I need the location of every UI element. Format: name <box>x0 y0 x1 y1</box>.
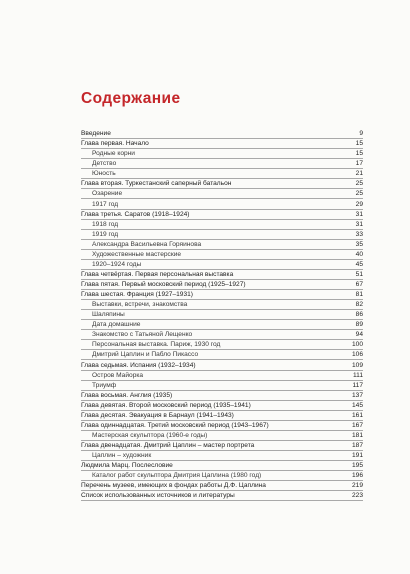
toc-entry-label: 1917 год <box>92 200 119 208</box>
toc-entry-label: Перечень музеев, имеющих в фондах работы Д.Ф. Цаплина <box>81 482 266 490</box>
toc-entry-label: Детство <box>92 160 117 168</box>
toc-page-number: 21 <box>355 170 363 178</box>
toc-page-number: 191 <box>351 452 363 460</box>
toc-page-number: 117 <box>352 381 363 389</box>
toc-section-row <box>81 371 363 381</box>
toc-entry-label: Глава пятая. Первый московский период (1925–1927) <box>81 281 246 288</box>
toc-entry-label: Остров Майорка <box>92 371 144 379</box>
toc-entry-label: Мастерская скульптора (1960-е годы) <box>92 431 208 439</box>
toc-entry-label: Глава шестая. Франция (1927–1931) <box>81 291 193 299</box>
toc-section-row <box>81 300 363 310</box>
toc-entry-label: Художественные мастерские <box>92 250 182 258</box>
toc-section-row <box>81 310 363 320</box>
toc-chapter-row <box>81 280 363 290</box>
toc-entry-label: Дата домашние <box>92 321 141 329</box>
toc-entry-label: 1918 год <box>92 220 119 228</box>
toc-page-number: 15 <box>355 150 363 158</box>
toc-entry-label: Список использованных источников и литературы <box>81 492 235 500</box>
toc-entry-label: Глава двенадцатая. Дмитрий Цаплин – мастер портрета <box>81 442 255 449</box>
toc-section-row <box>81 320 363 330</box>
toc-entry-label: Выставки, встречи, знакомства <box>92 301 188 309</box>
toc-page-number: 35 <box>355 240 363 248</box>
toc-page-number: 82 <box>355 301 363 309</box>
toc-page-number: 40 <box>355 250 363 258</box>
toc-chapter-row <box>81 441 363 451</box>
toc-section-row <box>81 330 363 340</box>
toc-page-number: 31 <box>355 210 363 218</box>
toc-page-number: 187 <box>351 442 363 449</box>
toc-entry-label: 1920–1924 годы <box>92 260 142 268</box>
toc-section-row <box>81 350 363 360</box>
toc-chapter-row <box>81 401 363 411</box>
toc-chapter-row <box>81 270 363 280</box>
toc-chapter-row <box>81 391 363 401</box>
toc-entry-label: Шаляпины <box>92 311 125 319</box>
toc-page-number: 15 <box>355 140 363 148</box>
toc-page-number: 111 <box>352 371 363 379</box>
toc-section-row <box>81 451 363 461</box>
toc-entry-label: Глава седьмая. Испания (1932–1934) <box>81 361 196 369</box>
toc-entry-label: Глава одиннадцатая. Третий московский период (1943–1967) <box>81 421 269 429</box>
toc-entry-label: Александра Васильевна Горяинова <box>92 240 202 248</box>
toc-section-row <box>81 381 363 391</box>
toc-chapter-row <box>81 411 363 421</box>
toc-entry-label: 1919 год <box>92 230 119 238</box>
toc-entry-label: Озарение <box>92 190 123 198</box>
toc-page-number: 33 <box>355 230 363 238</box>
toc-page-number: 31 <box>355 220 363 228</box>
toc-section-row <box>81 149 363 159</box>
toc-entry-label: Введение <box>81 130 111 138</box>
toc-entry-label: Юность <box>92 170 116 178</box>
toc-page-number: 145 <box>351 401 363 409</box>
toc-section-row <box>81 340 363 350</box>
toc-page-number: 25 <box>355 190 363 198</box>
toc-page-number: 195 <box>351 462 363 470</box>
toc-section-row <box>81 230 363 240</box>
toc-chapter-row <box>81 179 363 189</box>
toc-page-number: 223 <box>351 492 363 500</box>
toc-page-number: 86 <box>355 311 363 319</box>
toc-page-number: 161 <box>351 411 363 419</box>
toc-entry-label: Глава девятая. Второй московский период (1935–1941) <box>81 401 251 409</box>
toc-chapter-row <box>81 129 363 139</box>
toc-entry-label: Персональная выставка. Париж, 1930 год <box>92 341 221 349</box>
toc-page-number: 29 <box>355 200 363 208</box>
toc-page-number: 51 <box>355 270 363 278</box>
toc-page-number: 81 <box>355 291 363 299</box>
toc-chapter-row <box>81 210 363 220</box>
toc-section-row <box>81 260 363 270</box>
toc-section-row <box>81 240 363 250</box>
toc-page-number: 89 <box>355 321 363 329</box>
toc-page-number: 106 <box>351 351 363 359</box>
toc-entry-label: Дмитрий Цаплин и Пабло Пикассо <box>92 351 199 359</box>
toc-page-number: 100 <box>351 341 363 349</box>
toc-page-number: 137 <box>351 391 363 399</box>
toc-section-row <box>81 199 363 209</box>
toc-chapter-row <box>81 360 363 370</box>
toc-section-row <box>81 189 363 199</box>
toc-page-number: 196 <box>351 472 363 480</box>
toc-page-number: 25 <box>355 180 363 188</box>
toc-section-row <box>81 169 363 179</box>
toc-entry-label: Цаплин – художник <box>92 452 152 460</box>
toc-entry-label: Людмила Марц. Послесловие <box>81 462 173 470</box>
toc-entry-label: Глава вторая. Туркестанский саперный батальон <box>81 180 232 188</box>
toc-chapter-row <box>81 421 363 431</box>
toc-entry-label: Триумф <box>92 381 117 389</box>
toc-entry-label: Глава десятая. Эвакуация в Барнаул (1941–1943) <box>81 411 234 419</box>
toc-entry-label: Знакомство с Татьяной Лещенко <box>92 331 193 339</box>
toc-page-number: 109 <box>351 361 363 369</box>
table-of-contents <box>81 129 363 501</box>
toc-page-number: 219 <box>351 482 363 490</box>
toc-chapter-row <box>81 139 363 149</box>
toc-chapter-row <box>81 461 363 471</box>
toc-page-number: 181 <box>351 431 363 439</box>
toc-entry-label: Глава восьмая. Англия (1935) <box>81 391 173 399</box>
toc-page-number: 45 <box>355 260 363 268</box>
toc-entry-label: Глава первая. Начало <box>81 140 149 148</box>
toc-section-row <box>81 220 363 230</box>
toc-page-number: 17 <box>355 160 363 168</box>
toc-section-row <box>81 471 363 481</box>
toc-page-number: 94 <box>355 331 363 339</box>
toc-chapter-row <box>81 491 363 501</box>
toc-section-row <box>81 250 363 260</box>
toc-section-row <box>81 159 363 169</box>
toc-entry-label: Родные корни <box>92 150 135 158</box>
toc-entry-label: Глава третья. Саратов (1918–1924) <box>81 210 190 218</box>
toc-page-number: 9 <box>359 130 363 138</box>
page-title: Содержание <box>81 90 181 107</box>
toc-section-row <box>81 431 363 441</box>
toc-entry-label: Глава четвёртая. Первая персональная выставка <box>81 270 234 278</box>
toc-page-number: 167 <box>351 421 363 429</box>
toc-chapter-row <box>81 290 363 300</box>
toc-page-number: 67 <box>355 281 363 288</box>
toc-chapter-row <box>81 481 363 491</box>
toc-entry-label: Каталог работ скульптора Дмитрия Цаплина (1980 год) <box>92 472 262 480</box>
